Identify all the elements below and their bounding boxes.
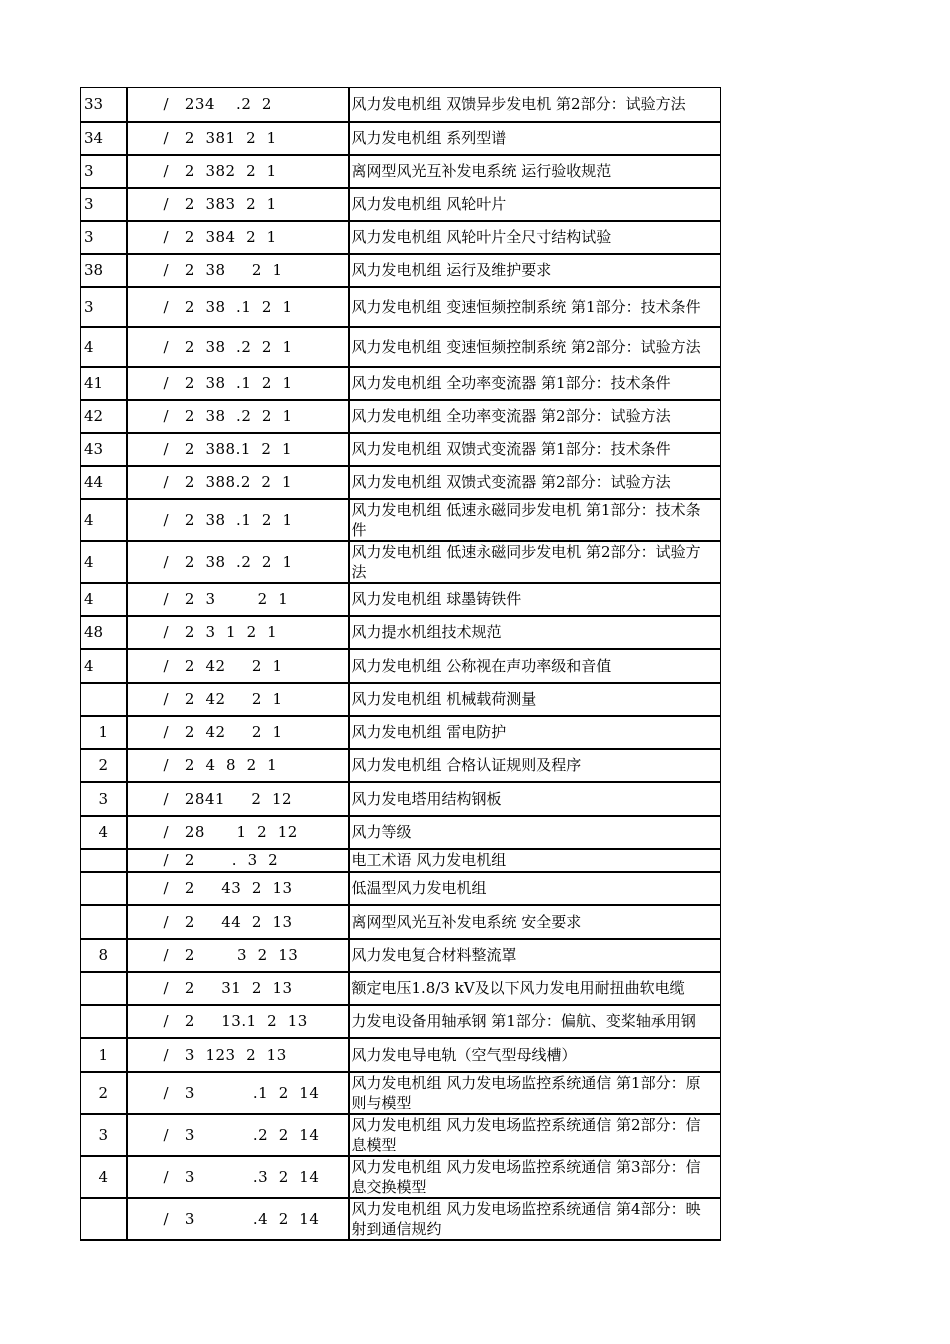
standard-code-cell: / 2 38 .1 2 1 [127, 287, 349, 327]
row-number-cell: 48 [81, 616, 127, 649]
standard-code-cell: / 2 38 .2 2 1 [127, 327, 349, 367]
row-number-cell [81, 683, 127, 716]
standard-code-cell: / 2 38 .1 2 1 [127, 499, 349, 541]
table-row [81, 749, 721, 782]
row-number-cell: 4 [81, 583, 127, 616]
standard-code-cell: / 2 42 2 1 [127, 716, 349, 749]
standard-code-cell: / 2 38 .2 2 1 [127, 400, 349, 433]
row-number-cell: 8 [81, 939, 127, 972]
row-number-cell: 3 [81, 155, 127, 188]
standard-title-cell: 风力发电机组 双馈式变流器 第1部分：技术条件 [349, 433, 721, 466]
table-row [81, 649, 721, 683]
table-row [81, 1072, 721, 1114]
standard-title-cell: 风力发电机组 系列型谱 [349, 122, 721, 155]
standards-table [80, 87, 721, 1241]
standard-title-cell: 离网型风光互补发电系统 安全要求 [349, 905, 721, 939]
standard-code-cell: / 3 .3 2 14 [127, 1156, 349, 1198]
standard-title-cell: 风力发电机组 双馈式变流器 第2部分：试验方法 [349, 466, 721, 499]
standard-title-cell: 额定电压1.8/3 kV及以下风力发电用耐扭曲软电缆 [349, 972, 721, 1005]
row-number-cell [81, 1198, 127, 1240]
standard-title-cell: 风力发电导电轨（空气型母线槽） [349, 1038, 721, 1072]
row-number-cell: 4 [81, 1156, 127, 1198]
standard-code-cell: / 3 .2 2 14 [127, 1114, 349, 1156]
row-number-cell [81, 972, 127, 1005]
standard-code-cell: / 2 44 2 13 [127, 905, 349, 939]
row-number-cell [81, 849, 127, 872]
standard-code-cell: / 2 31 2 13 [127, 972, 349, 1005]
standard-code-cell: / 2 384 2 1 [127, 221, 349, 254]
standard-title-cell: 风力发电机组 球墨铸铁件 [349, 583, 721, 616]
table-row [81, 499, 721, 541]
standard-title-cell: 风力发电机组 全功率变流器 第1部分：技术条件 [349, 367, 721, 400]
standard-title-cell: 风力发电复合材料整流罩 [349, 939, 721, 972]
row-number-cell: 3 [81, 1114, 127, 1156]
standard-title-cell: 风力发电机组 低速永磁同步发电机 第1部分：技术条件 [349, 499, 721, 541]
table-row [81, 1114, 721, 1156]
table-row [81, 939, 721, 972]
row-number-cell: 4 [81, 816, 127, 849]
row-number-cell: 4 [81, 327, 127, 367]
table-row [81, 254, 721, 287]
row-number-cell: 1 [81, 1038, 127, 1072]
standard-code-cell: / 2 388.1 2 1 [127, 433, 349, 466]
standard-code-cell: / 2 42 2 1 [127, 649, 349, 683]
standard-code-cell: / 2 388.2 2 1 [127, 466, 349, 499]
standard-code-cell: / 2 38 2 1 [127, 254, 349, 287]
row-number-cell: 1 [81, 716, 127, 749]
standard-code-cell: / 2 . 3 2 [127, 849, 349, 872]
row-number-cell: 42 [81, 400, 127, 433]
table-row [81, 188, 721, 221]
standard-code-cell: / 2 383 2 1 [127, 188, 349, 221]
standard-code-cell: / 3 .1 2 14 [127, 1072, 349, 1114]
standard-title-cell: 风力发电机组 变速恒频控制系统 第2部分：试验方法 [349, 327, 721, 367]
standard-title-cell: 风力发电塔用结构钢板 [349, 782, 721, 816]
standard-title-cell: 离网型风光互补发电系统 运行验收规范 [349, 155, 721, 188]
table-row [81, 972, 721, 1005]
table-row [81, 367, 721, 400]
table-row [81, 433, 721, 466]
standard-title-cell: 风力发电机组 风力发电场监控系统通信 第1部分：原则与模型 [349, 1072, 721, 1114]
row-number-cell: 33 [81, 88, 127, 122]
table-row [81, 155, 721, 188]
row-number-cell: 4 [81, 541, 127, 583]
table-row [81, 466, 721, 499]
standard-title-cell: 风力发电机组 风力发电场监控系统通信 第3部分：信息交换模型 [349, 1156, 721, 1198]
row-number-cell: 43 [81, 433, 127, 466]
table-row [81, 1038, 721, 1072]
standard-code-cell: / 2 4 8 2 1 [127, 749, 349, 782]
standard-code-cell: / 2 38 .2 2 1 [127, 541, 349, 583]
standard-title-cell: 风力发电机组 全功率变流器 第2部分：试验方法 [349, 400, 721, 433]
standard-title-cell: 力发电设备用轴承钢 第1部分：偏航、变桨轴承用钢 [349, 1005, 721, 1038]
standard-code-cell: / 2 3 2 13 [127, 939, 349, 972]
table-row [81, 541, 721, 583]
table-row [81, 872, 721, 905]
table-row [81, 1005, 721, 1038]
standard-title-cell: 风力发电机组 低速永磁同步发电机 第2部分：试验方法 [349, 541, 721, 583]
table-row [81, 849, 721, 872]
standard-title-cell: 风力发电机组 运行及维护要求 [349, 254, 721, 287]
standard-title-cell: 电工术语 风力发电机组 [349, 849, 721, 872]
row-number-cell: 38 [81, 254, 127, 287]
standard-title-cell: 风力发电机组 合格认证规则及程序 [349, 749, 721, 782]
standard-code-cell: / 3 .4 2 14 [127, 1198, 349, 1240]
standard-code-cell: / 2 3 1 2 1 [127, 616, 349, 649]
standard-code-cell: / 2 43 2 13 [127, 872, 349, 905]
table-row [81, 1156, 721, 1198]
standard-code-cell: / 2841 2 12 [127, 782, 349, 816]
row-number-cell [81, 1005, 127, 1038]
row-number-cell: 4 [81, 499, 127, 541]
table-row [81, 88, 721, 122]
standard-title-cell: 风力发电机组 风力发电场监控系统通信 第2部分：信息模型 [349, 1114, 721, 1156]
table-row [81, 905, 721, 939]
standard-title-cell: 风力发电机组 风轮叶片全尺寸结构试验 [349, 221, 721, 254]
standard-code-cell: / 2 13.1 2 13 [127, 1005, 349, 1038]
table-row [81, 287, 721, 327]
row-number-cell: 2 [81, 749, 127, 782]
table-row [81, 816, 721, 849]
table-row [81, 221, 721, 254]
standard-code-cell: / 2 38 .1 2 1 [127, 367, 349, 400]
table-row [81, 683, 721, 716]
row-number-cell: 4 [81, 649, 127, 683]
standard-code-cell: / 2 42 2 1 [127, 683, 349, 716]
standard-title-cell: 风力发电机组 双馈异步发电机 第2部分：试验方法 [349, 88, 721, 122]
standard-code-cell: / 2 3 2 1 [127, 583, 349, 616]
table-row [81, 327, 721, 367]
row-number-cell: 3 [81, 188, 127, 221]
standards-table-body [81, 88, 721, 1240]
standard-code-cell: / 28 1 2 12 [127, 816, 349, 849]
row-number-cell: 3 [81, 782, 127, 816]
table-row [81, 583, 721, 616]
row-number-cell: 3 [81, 221, 127, 254]
table-row [81, 1198, 721, 1240]
table-row [81, 400, 721, 433]
standard-title-cell: 风力发电机组 机械载荷测量 [349, 683, 721, 716]
standard-title-cell: 低温型风力发电机组 [349, 872, 721, 905]
row-number-cell: 2 [81, 1072, 127, 1114]
row-number-cell: 34 [81, 122, 127, 155]
row-number-cell [81, 872, 127, 905]
table-row [81, 782, 721, 816]
standard-title-cell: 风力发电机组 雷电防护 [349, 716, 721, 749]
standard-title-cell: 风力等级 [349, 816, 721, 849]
table-row [81, 616, 721, 649]
row-number-cell: 41 [81, 367, 127, 400]
row-number-cell [81, 905, 127, 939]
standard-code-cell: / 2 381 2 1 [127, 122, 349, 155]
standard-code-cell: / 2 382 2 1 [127, 155, 349, 188]
standard-code-cell: / 234 .2 2 [127, 88, 349, 122]
standard-title-cell: 风力发电机组 风力发电场监控系统通信 第4部分：映射到通信规约 [349, 1198, 721, 1240]
table-row [81, 122, 721, 155]
standard-title-cell: 风力提水机组技术规范 [349, 616, 721, 649]
standard-title-cell: 风力发电机组 变速恒频控制系统 第1部分：技术条件 [349, 287, 721, 327]
standard-title-cell: 风力发电机组 公称视在声功率级和音值 [349, 649, 721, 683]
row-number-cell: 44 [81, 466, 127, 499]
standard-code-cell: / 3 123 2 13 [127, 1038, 349, 1072]
standard-title-cell: 风力发电机组 风轮叶片 [349, 188, 721, 221]
row-number-cell: 3 [81, 287, 127, 327]
table-row [81, 716, 721, 749]
